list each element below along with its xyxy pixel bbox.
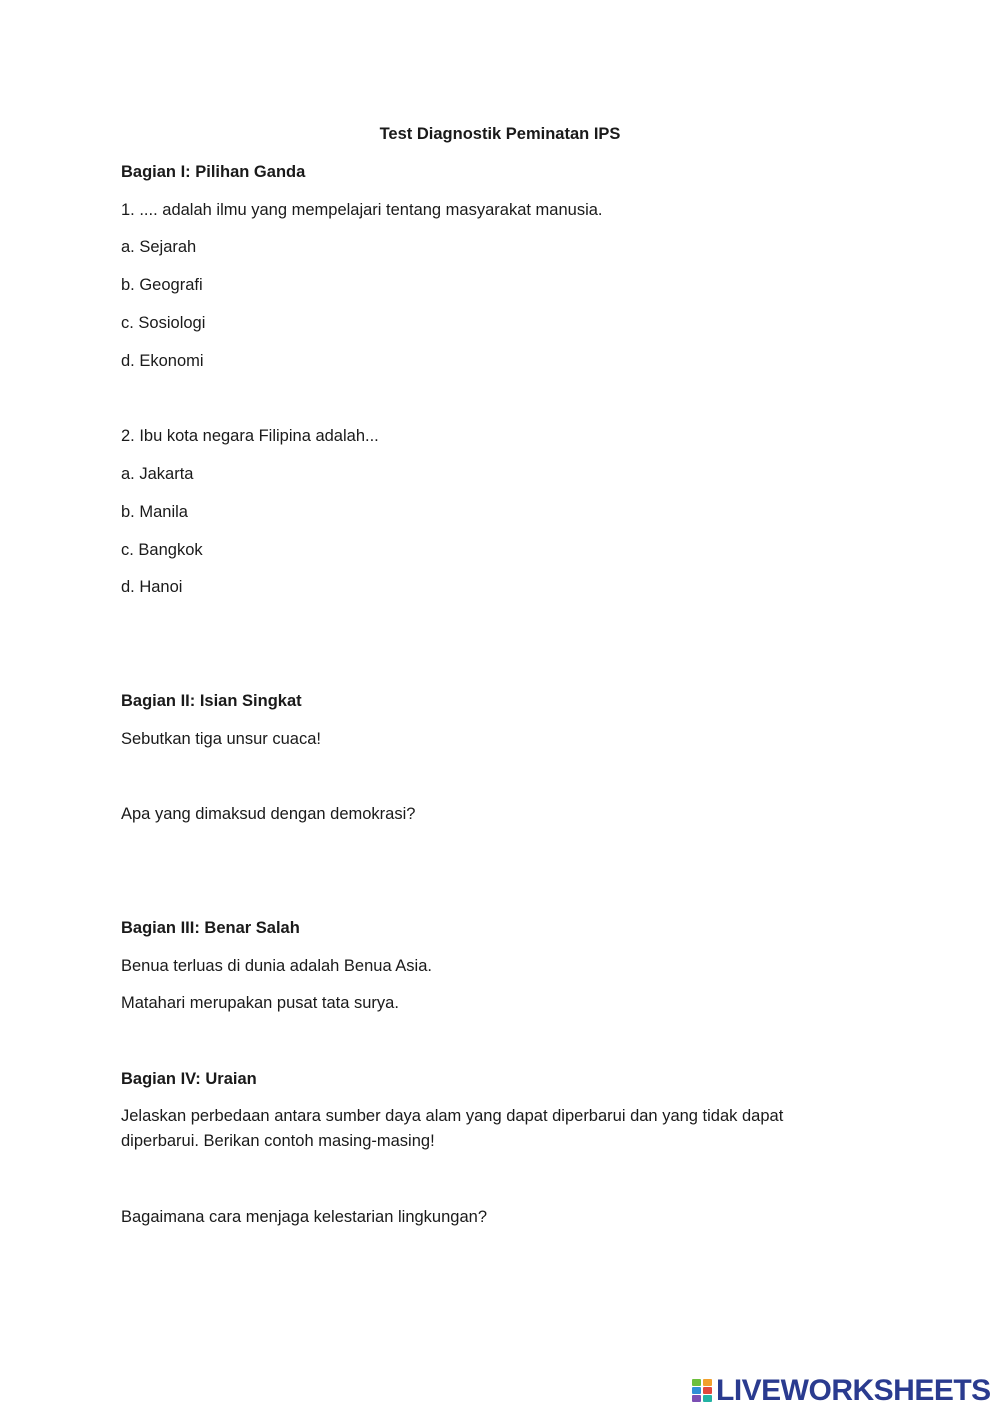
question-2-option-c: c. Bangkok <box>121 541 203 559</box>
short-answer-1: Sebutkan tiga unsur cuaca! <box>121 730 321 748</box>
section-1-heading: Bagian I: Pilihan Ganda <box>121 163 306 181</box>
liveworksheets-logo <box>692 1374 991 1408</box>
liveworksheets-logo-icon <box>692 1379 712 1403</box>
section-4-heading: Bagian IV: Uraian <box>121 1070 257 1088</box>
question-2-option-d: d. Hanoi <box>121 578 183 596</box>
question-1-option-c: c. Sosiologi <box>121 314 206 332</box>
essay-2: Bagaimana cara menjaga kelestarian lingkungan? <box>121 1208 487 1226</box>
question-1-option-d: d. Ekonomi <box>121 352 204 370</box>
true-false-2: Matahari merupakan pusat tata surya. <box>121 994 399 1012</box>
short-answer-2: Apa yang dimaksud dengan demokrasi? <box>121 805 416 823</box>
question-1-option-b: b. Geografi <box>121 276 203 294</box>
logo-text: LIVEWORKSHEETS <box>716 1374 991 1407</box>
question-2: 2. Ibu kota negara Filipina adalah... <box>121 427 379 445</box>
section-3-heading: Bagian III: Benar Salah <box>121 919 300 937</box>
question-2-option-a: a. Jakarta <box>121 465 194 483</box>
section-2-heading: Bagian II: Isian Singkat <box>121 692 302 710</box>
page-title: Test Diagnostik Peminatan IPS <box>379 125 621 143</box>
question-1-option-a: a. Sejarah <box>121 238 197 256</box>
essay-1: Jelaskan perbedaan antara sumber daya alam yang dapat diperbarui dan yang tidak dapat diperbarui. Berikan contoh masing-masing! <box>121 1107 784 1150</box>
question-2-option-b: b. Manila <box>121 503 188 521</box>
question-1: 1. .... adalah ilmu yang mempelajari tentang masyarakat manusia. <box>121 201 603 219</box>
true-false-1: Benua terluas di dunia adalah Benua Asia. <box>121 957 432 975</box>
